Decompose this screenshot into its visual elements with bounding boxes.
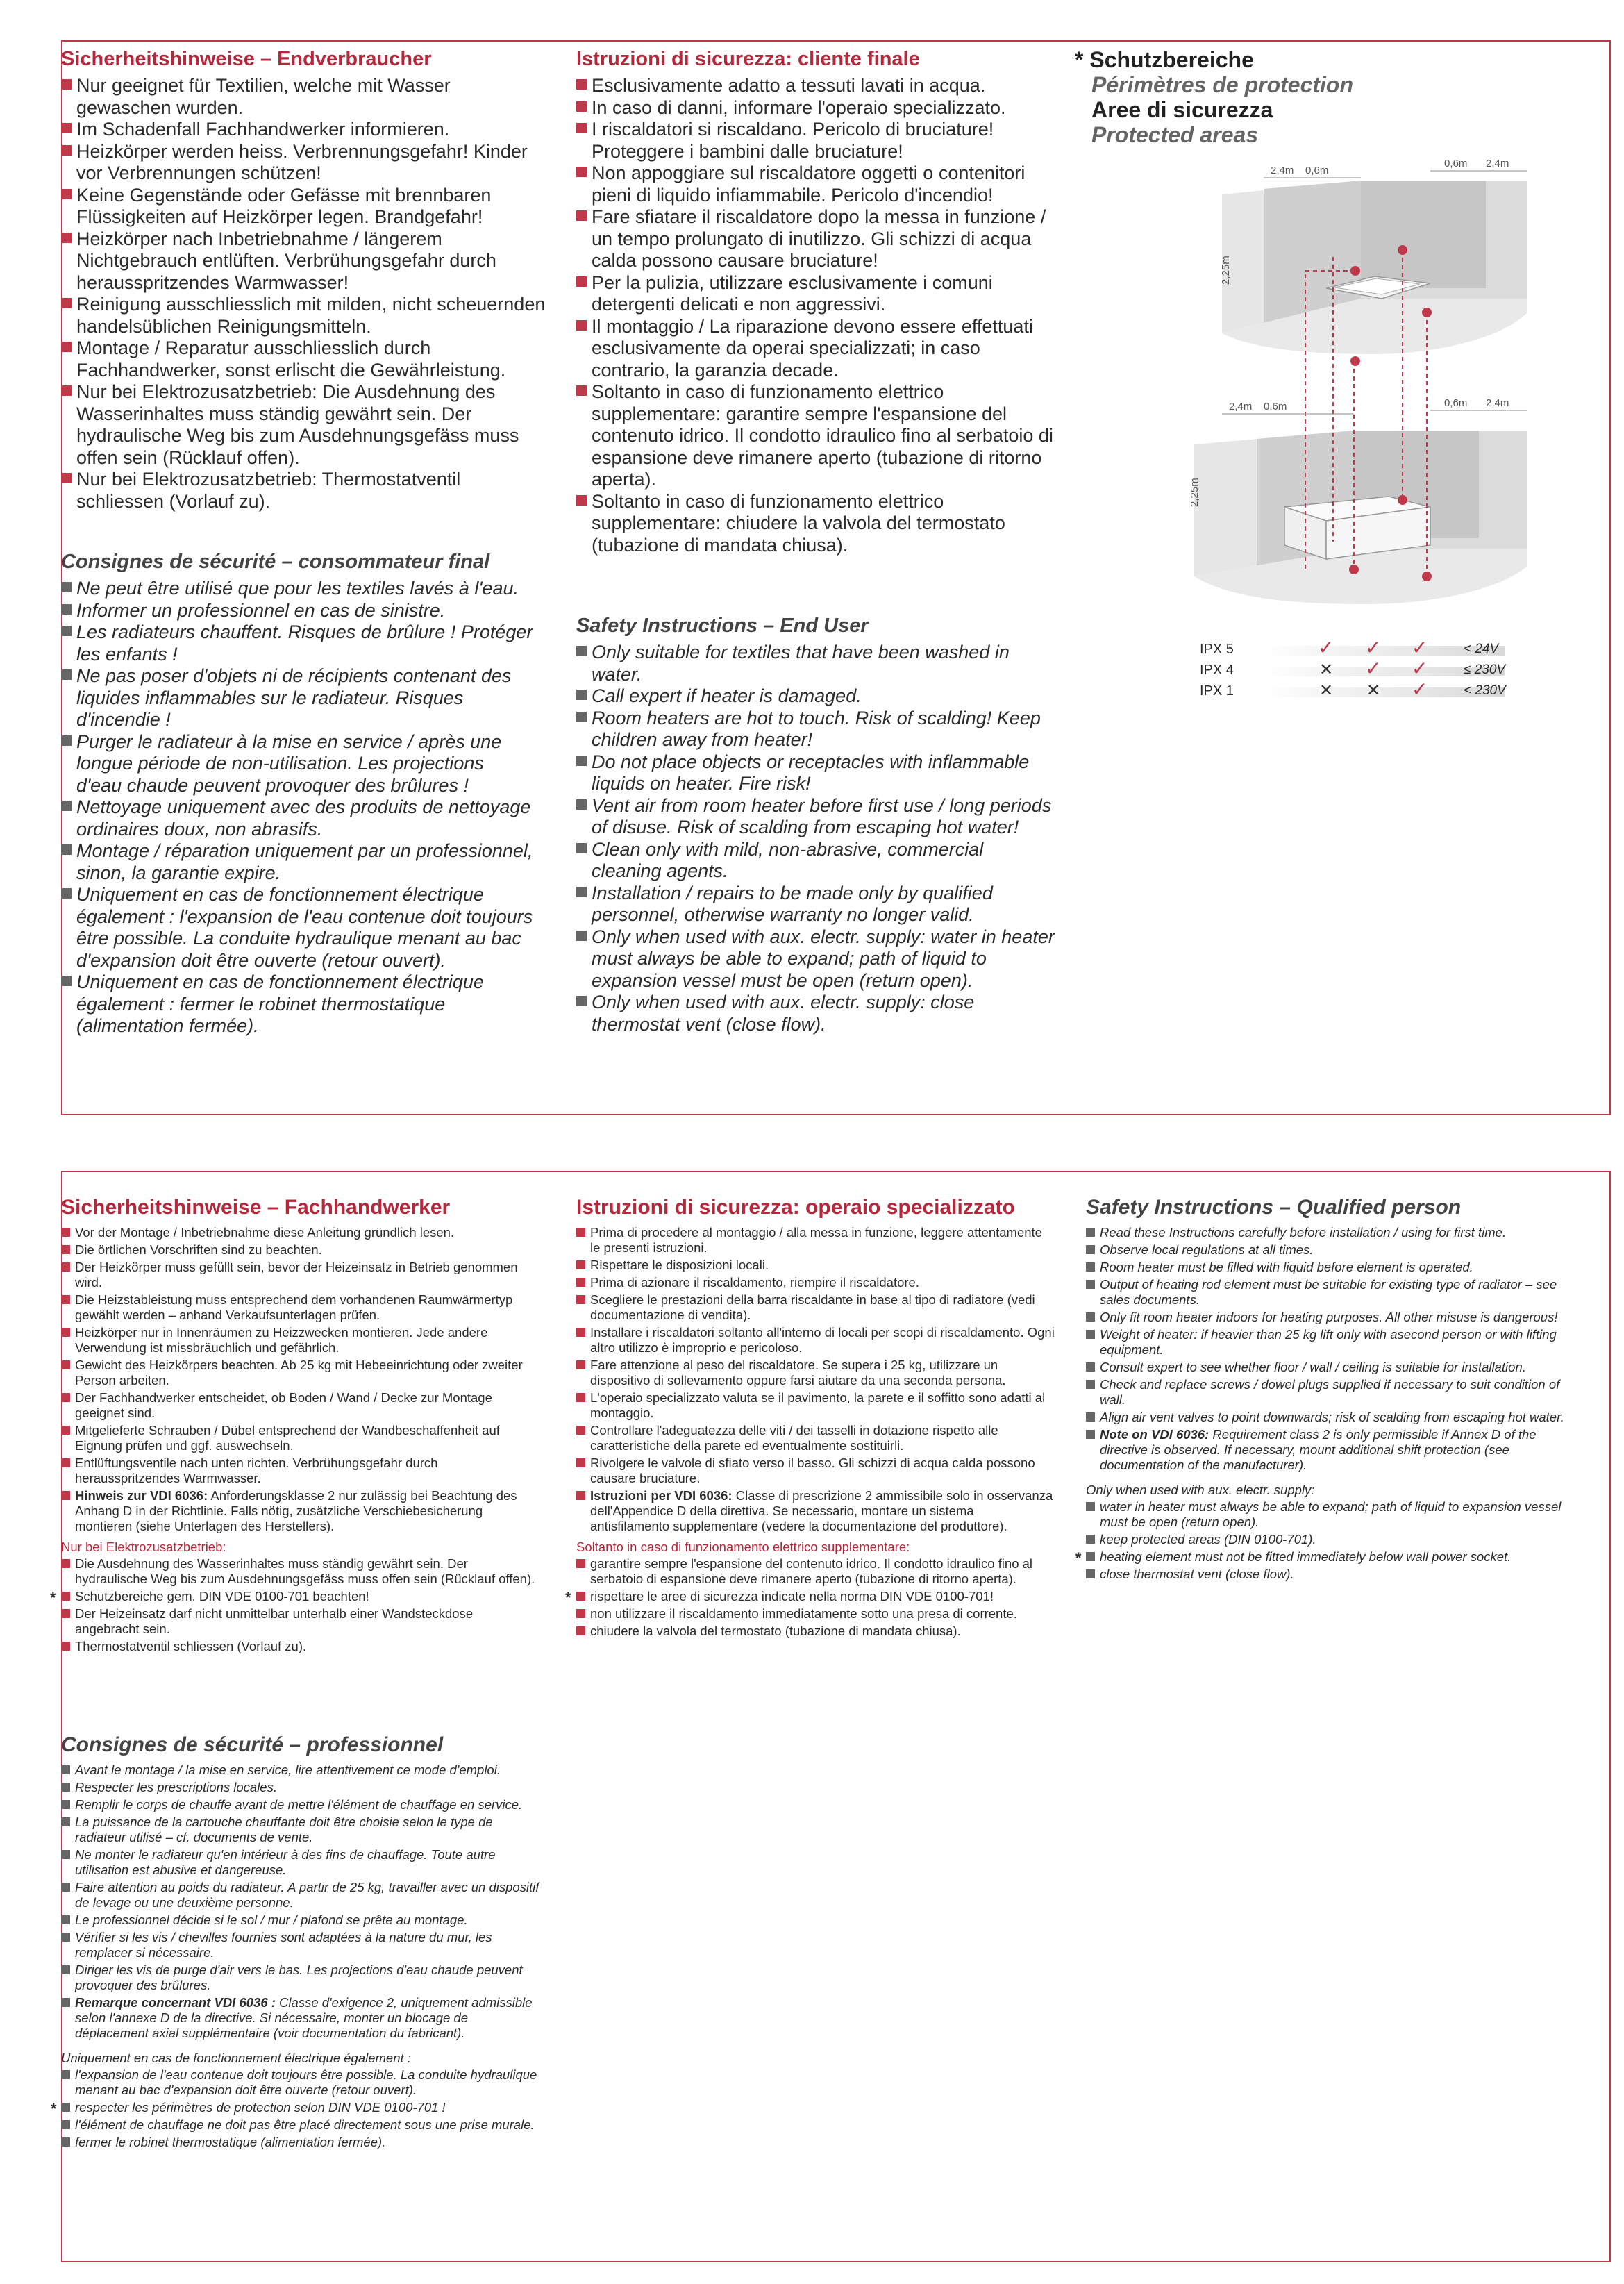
- dim-2-25m-label: 2,25m: [1220, 256, 1232, 285]
- shower-room-illustration: [1222, 181, 1527, 354]
- list-item: Vérifier si les vis / chevilles fournies sont adaptées à la nature du mur, les remplacer si nécessaire.: [61, 1930, 540, 1960]
- cross-icon: ✕: [1319, 660, 1334, 679]
- de-pro-section: [50, 1196, 540, 1656]
- list-item: Uniquement en cas de fonctionnement électrique également : fermer le robinet thermostatique (alimentation fermée).: [61, 972, 533, 1037]
- ipx-row: [1200, 658, 1519, 682]
- dim-2-4m-label: 2,4m: [1486, 158, 1509, 169]
- ipx-voltage: < 24V: [1464, 642, 1499, 656]
- list-item: * rispettare le aree di sicurezza indicate nella norma DIN VDE 0100-701!: [565, 1589, 994, 1606]
- list-item: Faire attention au poids du radiateur. A partir de 25 kg, travailler avec un dispositif de levage ou une deuxième personne.: [61, 1880, 540, 1910]
- list-item: Only when used with aux. electr. supply: water in heater must always be able to expand; path of liquid to expansion vessel must be open (return open).: [576, 926, 1055, 992]
- list-item: Rivolgere le valvole di sfiato verso il basso. Gli schizzi di acqua calda possono causare bruciature.: [576, 1456, 1055, 1486]
- list-item: Installation / repairs to be made only by qualified personnel, otherwise warranty no longer valid.: [576, 883, 1055, 926]
- list-item: Entlüftungsventile nach unten richten. Verbrühungsgefahr durch herausspritzendes Warmwasser.: [61, 1456, 540, 1486]
- list-item: Nettoyage uniquement avec des produits de nettoyage ordinaires doux, non abrasifs.: [61, 797, 533, 840]
- list-item: In caso di danni, informare l'operaio specializzato.: [576, 97, 1055, 119]
- list-item: Nur bei Elektrozusatzbetrieb: Die Ausdehnung des Wasserinhaltes muss ständig gewährt sein. Der hydraulische Weg bis zum Ausdehnungsgefäss muss offen sein (Rücklauf offen).: [61, 381, 547, 469]
- list-item: Ne peut être utilisé que pour les textiles lavés à l'eau.: [61, 578, 533, 600]
- dim-2-4m-label: 2,4m: [1229, 401, 1253, 412]
- list-item: Avant le montage / la mise en service, lire attentivement ce mode d'emploi.: [61, 1762, 540, 1778]
- en-pro-list: [1086, 1225, 1565, 1473]
- fr-pro-list: [61, 1762, 540, 2041]
- list-item: close thermostat vent (close flow).: [1086, 1567, 1565, 1582]
- list-item: Vent air from room heater before first use / long periods of disuse. Risk of scalding from escaping hot water!: [576, 795, 1055, 839]
- list-item: Respecter les prescriptions locales.: [61, 1780, 540, 1795]
- list-item: Reinigung ausschliesslich mit milden, nicht scheuernden handelsüblichen Reinigungsmitteln.: [61, 294, 547, 337]
- list-item: Le professionnel décide si le sol / mur / plafond se prête au montage.: [61, 1912, 540, 1928]
- list-item: Do not place objects or receptacles with inflammable liquids on heater. Fire risk!: [576, 751, 1055, 795]
- list-item: Thermostatventil schliessen (Vorlauf zu).: [61, 1639, 540, 1654]
- list-item: Room heater must be filled with liquid before element is operated.: [1086, 1260, 1565, 1275]
- list-item: Der Fachhandwerker entscheidet, ob Boden / Wand / Decke zur Montage geeignet sind.: [61, 1390, 540, 1421]
- list-item: Scegliere le prestazioni della barra riscaldante in base al tipo di radiatore (vedi documentazione di vendita).: [576, 1292, 1055, 1323]
- list-item: garantire sempre l'espansione del contenuto idrico. Il condotto idraulico fino al serbatoio di espansione deve rimanere aperto (tubazione di ritorno aperta).: [576, 1556, 1055, 1587]
- en-pro-sublist: [1075, 1499, 1565, 1582]
- list-item: Les radiateurs chauffent. Risques de brûlure ! Protéger les enfants !: [61, 622, 533, 665]
- list-item: Fare sfiatare il riscaldatore dopo la messa in funzione / un tempo prolungato di inutilizzo. Gli schizzi di acqua calda possono causare bruciature!: [576, 206, 1055, 272]
- ipx-voltage: ≤ 230V: [1464, 662, 1506, 677]
- list-item: Mitgelieferte Schrauben / Dübel entsprechend der Wandbeschaffenheit auf Eignung prüfen und ggf. auswechseln.: [61, 1423, 540, 1453]
- check-icon: ✓: [1365, 658, 1382, 679]
- ipx-label: IPX 5: [1200, 642, 1234, 657]
- list-item: Purger le radiateur à la mise en service / après une longue période de non-utilisation. Les projections d'eau chaude peuvent provoquer des brûlures !: [61, 731, 533, 797]
- list-item: chiudere la valvola del termostato (tubazione di mandata chiusa).: [576, 1624, 1055, 1639]
- list-item: Non appoggiare sul riscaldatore oggetti o contenitori pieni di liquido infiammabile. Pericolo d'incendio!: [576, 162, 1055, 206]
- list-item: Heizkörper nach Inbetriebnahme / längerem Nichtgebrauch entlüften. Verbrühungsgefahr durch herausspritzendes Warmwasser!: [61, 228, 547, 294]
- de-pro-title: Sicherheitshinweise – Fachhandwerker: [61, 1196, 451, 1219]
- list-item: Nur geeignet für Textilien, welche mit Wasser gewaschen wurden.: [61, 75, 547, 119]
- list-item: Prima di azionare il riscaldamento, riempire il riscaldatore.: [576, 1275, 1055, 1290]
- it-pro-title: Istruzioni di sicurezza: operaio specializzato: [576, 1196, 1015, 1219]
- list-item: Call expert if heater is damaged.: [576, 685, 1055, 708]
- list-item: Controllare l'adeguatezza delle viti / dei tasselli in dotazione rispetto alle caratteristiche della parete ed eventualmente sostituirli.: [576, 1423, 1055, 1453]
- fr-end-section: [61, 550, 533, 1037]
- ipx-voltage: < 230V: [1464, 683, 1506, 698]
- zones-title-it: Aree di sicurezza: [1091, 97, 1273, 122]
- it-pro-section: [565, 1196, 1055, 1641]
- ipx-row: [1200, 637, 1519, 661]
- list-item: Esclusivamente adatto a tessuti lavati in acqua.: [576, 75, 1055, 97]
- vdi-note: Remarque concernant VDI 6036 : Classe d'exigence 2, uniquement admissible selon l'annexe D de la directive. Si nécessaire, monter un blocage de déplacement axial supplémentaire (voir documentation du fabricant).: [61, 1995, 540, 2041]
- it-pro-list: [576, 1225, 1055, 1534]
- dim-0-6m-label: 0,6m: [1264, 401, 1287, 412]
- fr-end-title: Consignes de sécurité – consommateur final: [61, 551, 490, 573]
- dim-0-6m-label: 0,6m: [1305, 165, 1329, 176]
- de-pro-sublist: [50, 1556, 540, 1654]
- list-item: Align air vent valves to point downwards; risk of scalding from escaping hot water.: [1086, 1410, 1565, 1425]
- list-item: Uniquement en cas de fonctionnement électrique également : l'expansion de l'eau contenue doit toujours être possible. La conduite hydraulique menant au bac d'expansion doit être ouverte (retour ouvert).: [61, 884, 533, 972]
- it-pro-subheading: Soltanto in caso di funzionamento elettrico supplementare:: [576, 1540, 910, 1554]
- vdi-note: Note on VDI 6036: Requirement class 2 is only permissible if Annex D of the directive is observed. If necessary, mount additional shift protection (see documentation of the manufacturer).: [1086, 1427, 1565, 1473]
- de-pro-subheading: Nur bei Elektrozusatzbetrieb:: [61, 1540, 226, 1554]
- en-pro-subheading: Only when used with aux. electr. supply:: [1086, 1483, 1315, 1497]
- en-pro-title: Safety Instructions – Qualified person: [1086, 1196, 1462, 1219]
- fr-pro-section: [50, 1733, 540, 2152]
- list-item: l'élément de chauffage ne doit pas être placé directement sous une prise murale.: [61, 2117, 540, 2133]
- list-item: L'operaio specializzato valuta se il pavimento, la parete e il soffitto sono adatti al montaggio.: [576, 1390, 1055, 1421]
- list-item: Rispettare le disposizioni locali.: [576, 1258, 1055, 1273]
- list-item: non utilizzare il riscaldamento immediatamente sotto una presa di corrente.: [576, 1606, 1055, 1622]
- cross-icon: ✕: [1319, 681, 1334, 700]
- list-item: Ne monter le radiateur qu'en intérieur à des fins de chauffage. Toute autre utilisation est abusive et dangereuse.: [61, 1847, 540, 1878]
- en-end-title: Safety Instructions – End User: [576, 615, 869, 637]
- list-item: * Schutzbereiche gem. DIN VDE 0100-701 beachten!: [50, 1589, 369, 1606]
- list-item: Vor der Montage / Inbetriebnahme diese Anleitung gründlich lesen.: [61, 1225, 540, 1240]
- zones-title-en: Protected areas: [1091, 122, 1259, 147]
- zones-star: *: [1075, 47, 1084, 72]
- it-pro-sublist: [565, 1556, 1055, 1639]
- check-icon: ✓: [1412, 658, 1428, 679]
- fr-pro-subheading: Uniquement en cas de fonctionnement électrique également :: [61, 2051, 411, 2065]
- list-item: Der Heizeinsatz darf nicht unmittelbar unterhalb einer Wandsteckdose angebracht sein.: [61, 1606, 540, 1637]
- list-item: Only when used with aux. electr. supply: close thermostat vent (close flow).: [576, 992, 1055, 1035]
- list-item: Il montaggio / La riparazione devono essere effettuati esclusivamente da operai specializzati; in caso contrario, la garanzia decade.: [576, 316, 1055, 382]
- zones-title-de: Schutzbereiche: [1089, 47, 1254, 72]
- list-item: Installare i riscaldatori soltanto all'interno di locali per scopi di riscaldamento. Ogni altro utilizzo è improprio e pericoloso.: [576, 1325, 1055, 1356]
- en-end-section: [576, 614, 1055, 1035]
- list-item: Soltanto in caso di funzionamento elettrico supplementare: garantire sempre l'espansione del contenuto idrico. Il condotto idraulico fino al serbatoio di espansione deve rimanere aperto (tubazione di ritorno aperta).: [576, 381, 1055, 491]
- it-end-section: [576, 47, 1055, 556]
- dim-2-25m-label: 2,25m: [1189, 478, 1200, 507]
- list-item: Only fit room heater indoors for heating purposes. All other misuse is dangerous!: [1086, 1310, 1565, 1325]
- zones-title-fr: Périmètres de protection: [1091, 72, 1353, 97]
- list-item: Montage / réparation uniquement par un professionnel, sinon, la garantie expire.: [61, 840, 533, 884]
- de-end-title: Sicherheitshinweise – Endverbraucher: [61, 48, 432, 70]
- vdi-note: Hinweis zur VDI 6036: Anforderungsklasse 2 nur zulässig bei Beachtung des Anhang D in der Richtlinie. Falls nötig, zusätzliche Verschiebesicherung montieren (siehe Unterlagen des Herstellers).: [61, 1488, 540, 1534]
- list-item: Die örtlichen Vorschriften sind zu beachten.: [61, 1242, 540, 1258]
- list-item: Heizkörper nur in Innenräumen zu Heizzwecken montieren. Jede andere Verwendung ist missbräuchlich und gefährlich.: [61, 1325, 540, 1356]
- ipx-row: [1200, 678, 1519, 703]
- en-pro-section: [1075, 1196, 1565, 1584]
- dim-0-6m-label: 0,6m: [1444, 397, 1468, 409]
- vdi-note: Istruzioni per VDI 6036: Classe di prescrizione 2 ammissibile solo in osservanza dell'Appendice D della direttiva. Se necessario, montare un sistema antisfilamento supplementare (vedere la documentazione del produttore).: [576, 1488, 1055, 1534]
- list-item: Consult expert to see whether floor / wall / ceiling is suitable for installation.: [1086, 1360, 1565, 1375]
- list-item: Fare attenzione al peso del riscaldatore. Se supera i 25 kg, utilizzare un dispositivo di sollevamento oppure farsi aiutare da una seconda persona.: [576, 1358, 1055, 1388]
- list-item: fermer le robinet thermostatique (alimentation fermée).: [61, 2135, 540, 2150]
- list-item: Gewicht des Heizkörpers beachten. Ab 25 kg mit Hebeeinrichtung oder zweiter Person arbeiten.: [61, 1358, 540, 1388]
- list-item: Die Heizstableistung muss entsprechend dem vorhandenen Raumwärmertyp gewählt werden – anhand Verkaufsunterlagen prüfen.: [61, 1292, 540, 1323]
- dim-0-6m-label: 0,6m: [1444, 158, 1468, 169]
- list-item: Diriger les vis de purge d'air vers le bas. Les projections d'eau chaude peuvent provoquer des brûlures.: [61, 1962, 540, 1993]
- ipx-table: [1200, 637, 1519, 703]
- list-item: Die Ausdehnung des Wasserinhaltes muss ständig gewährt sein. Der hydraulische Weg bis zum Ausdehnungsgefäss muss offen sein (Rücklauf offen).: [61, 1556, 540, 1587]
- de-pro-list: [61, 1225, 540, 1534]
- list-item: keep protected areas (DIN 0100-701).: [1086, 1532, 1565, 1547]
- list-item: Clean only with mild, non-abrasive, commercial cleaning agents.: [576, 839, 1055, 883]
- ipx-label: IPX 1: [1200, 683, 1234, 699]
- list-item: Weight of heater: if heavier than 25 kg lift only with asecond person or with lifting equipment.: [1086, 1327, 1565, 1358]
- dim-2-4m-label: 2,4m: [1486, 397, 1509, 409]
- list-item: La puissance de la cartouche chauffante doit être choisie selon le type de radiateur utilisé – cf. documents de vente.: [61, 1815, 540, 1845]
- list-item: Montage / Reparatur ausschliesslich durch Fachhandwerker, sonst erlischt die Gewährleistung.: [61, 337, 547, 381]
- ipx-label: IPX 4: [1200, 662, 1234, 678]
- list-item: Read these Instructions carefully before installation / using for first time.: [1086, 1225, 1565, 1240]
- list-item: * respecter les périmètres de protection selon DIN VDE 0100-701 !: [50, 2100, 446, 2117]
- list-item: Check and replace screws / dowel plugs supplied if necessary to suit condition of wall.: [1086, 1377, 1565, 1408]
- fr-pro-sublist: [50, 2067, 540, 2150]
- fr-pro-title: Consignes de sécurité – professionnel: [61, 1733, 444, 1756]
- list-item: * heating element must not be fitted immediately below wall power socket.: [1075, 1549, 1512, 1567]
- list-item: Room heaters are hot to touch. Risk of scalding! Keep children away from heater!: [576, 708, 1055, 751]
- check-icon: ✓: [1412, 637, 1428, 658]
- fr-end-list: [61, 578, 533, 1037]
- list-item: water in heater must always be able to expand; path of liquid to expansion vessel must be open (return open).: [1086, 1499, 1565, 1530]
- bath-room-illustration: [1194, 431, 1527, 604]
- list-item: Soltanto in caso di funzionamento elettrico supplementare: chiudere la valvola del termostato (tubazione di mandata chiusa).: [576, 491, 1055, 557]
- zones-titles: [1075, 47, 1575, 147]
- list-item: Informer un professionnel en cas de sinistre.: [61, 600, 533, 622]
- list-item: I riscaldatori si riscaldano. Pericolo di bruciature! Proteggere i bambini dalle bruciature!: [576, 119, 1055, 162]
- list-item: Only suitable for textiles that have been washed in water.: [576, 642, 1055, 685]
- dim-2-4m-label: 2,4m: [1271, 165, 1294, 176]
- list-item: Remplir le corps de chauffe avant de mettre l'élément de chauffage en service.: [61, 1797, 540, 1812]
- check-icon: ✓: [1318, 637, 1334, 658]
- list-item: Heizkörper werden heiss. Verbrennungsgefahr! Kinder vor Verbrennungen schützen!: [61, 141, 547, 185]
- list-item: Output of heating rod element must be suitable for existing type of radiator – see sales documents.: [1086, 1277, 1565, 1308]
- list-item: Ne pas poser d'objets ni de récipients contenant des liquides inflammables sur le radiateur. Risques d'incendie !: [61, 665, 533, 731]
- list-item: Per la pulizia, utilizzare esclusivamente i comuni detergenti delicati e non aggressivi.: [576, 272, 1055, 316]
- list-item: Keine Gegenstände oder Gefässe mit brennbaren Flüssigkeiten auf Heizkörper legen. Brandgefahr!: [61, 185, 547, 228]
- list-item: l'expansion de l'eau contenue doit toujours être possible. La conduite hydraulique menant au bac d'expansion doit être ouverte (retour ouvert).: [61, 2067, 540, 2098]
- check-icon: ✓: [1365, 637, 1382, 658]
- de-end-list: [61, 75, 547, 512]
- list-item: Nur bei Elektrozusatzbetrieb: Thermostatventil schliessen (Vorlauf zu).: [61, 469, 547, 512]
- list-item: Im Schadenfall Fachhandwerker informieren.: [61, 119, 547, 141]
- cross-icon: ✕: [1366, 681, 1381, 700]
- it-end-title: Istruzioni di sicurezza: cliente finale: [576, 48, 920, 70]
- it-end-list: [576, 75, 1055, 556]
- check-icon: ✓: [1412, 678, 1428, 700]
- en-end-list: [576, 642, 1055, 1035]
- list-item: Prima di procedere al montaggio / alla messa in funzione, leggere attentamente le presenti istruzioni.: [576, 1225, 1055, 1256]
- list-item: Observe local regulations at all times.: [1086, 1242, 1565, 1258]
- list-item: Der Heizkörper muss gefüllt sein, bevor der Heizeinsatz in Betrieb genommen wird.: [61, 1260, 540, 1290]
- de-end-section: [61, 47, 547, 512]
